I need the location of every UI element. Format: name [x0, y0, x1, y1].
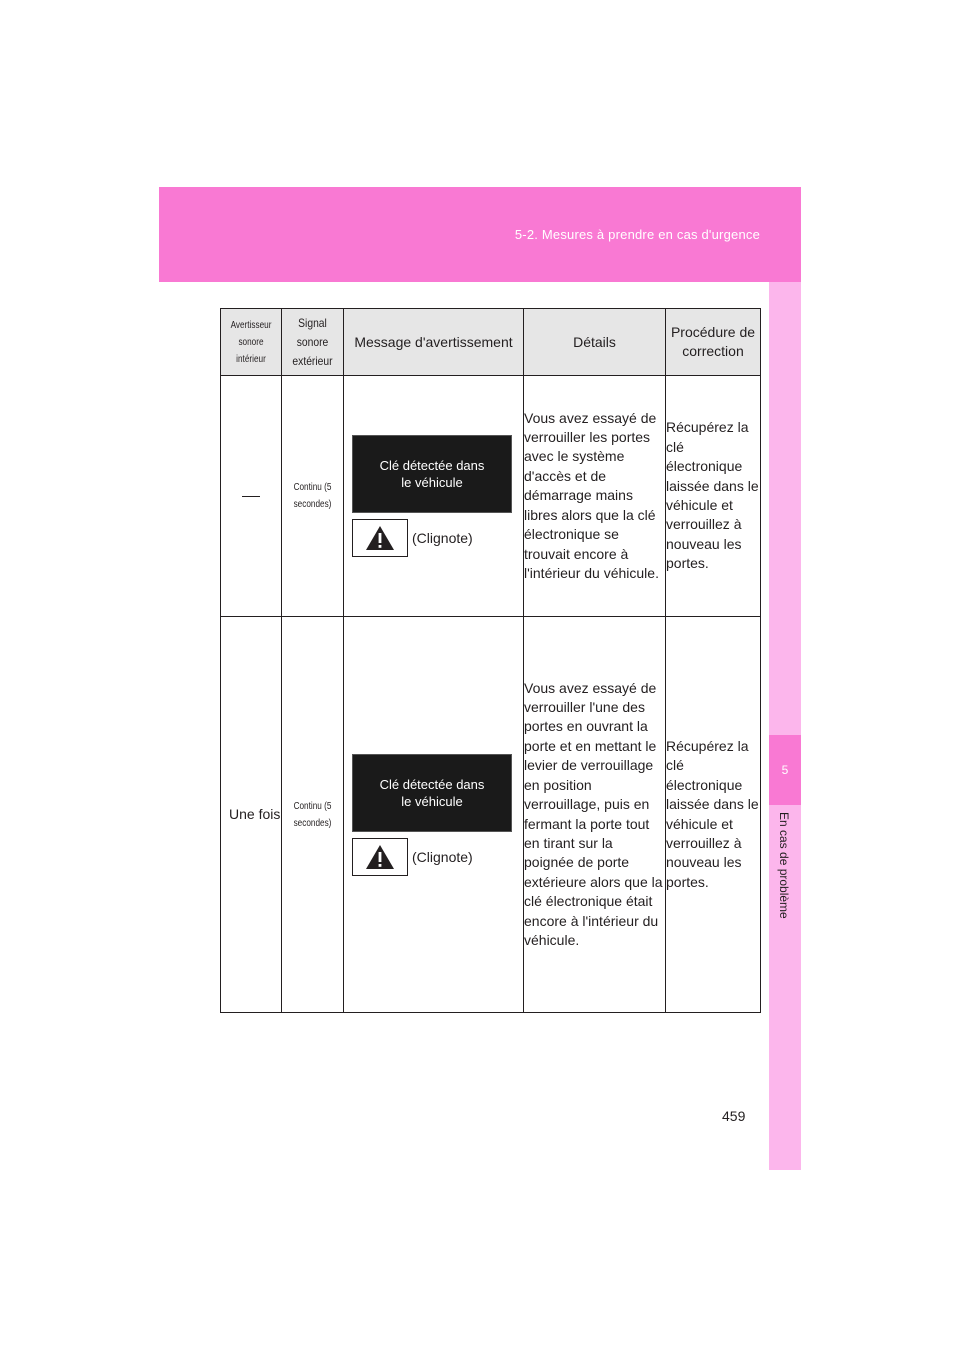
blink-indicator — [352, 519, 523, 557]
header-exterior-label: Signal sonore extérieur — [292, 315, 333, 368]
cell-message — [344, 376, 524, 617]
screen-line-1: Clé détectée dans — [379, 458, 485, 473]
header-message-label: Message d'avertissement — [354, 333, 513, 350]
display-screen — [352, 754, 512, 832]
table-row — [221, 376, 761, 617]
display-screen — [352, 435, 512, 513]
blink-label: (Clignote) — [412, 530, 473, 546]
cell-procedure: Récupérez la clé électronique laissée dans le véhicule et verrouillez à nouveau les portes. — [666, 617, 761, 1013]
cell-exterior — [282, 617, 344, 1013]
header-details — [524, 309, 666, 376]
header-interior-label: Avertisseur sonore intérieur — [230, 319, 272, 365]
header-exterior-buzzer — [282, 309, 344, 376]
chapter-side-strip — [769, 282, 801, 1170]
section-title: 5-2. Mesures à prendre en cas d'urgence — [514, 227, 760, 242]
cell-message — [344, 617, 524, 1013]
header-details-label: Détails — [573, 333, 616, 350]
warning-triangle-icon — [352, 838, 408, 876]
screen-line-2: le véhicule — [401, 475, 463, 490]
cell-details: Vous avez essayé de verrouiller les portes avec le système d'accès et de démarrage mains libres alors que la clé électronique se trouvait encore à l'intérieur du véhicule. — [524, 376, 666, 617]
header-interior-buzzer — [221, 309, 282, 376]
table-header-row — [221, 309, 761, 376]
warning-triangle-icon — [352, 519, 408, 557]
cell-details: Vous avez essayé de verrouiller l'une des portes en ouvrant la porte et en mettant le levier de verrouillage en position verrouillage, puis en fermant la porte tout en tirant sur la poignée de porte extérieure alors que la clé électronique était encore à l'intérieur du véhicule. — [524, 617, 666, 1013]
blink-indicator — [352, 838, 523, 876]
exterior-value: Continu (5 secondes) — [293, 482, 332, 510]
screen-line-2: le véhicule — [401, 793, 463, 809]
header-procedure-label: Procédure de correction — [670, 324, 756, 359]
page-number: 459 — [722, 1108, 746, 1124]
blink-label: (Clignote) — [412, 848, 473, 865]
table-row — [221, 617, 761, 1013]
cell-exterior — [282, 376, 344, 617]
exterior-value: Continu (5 secondes) — [293, 800, 332, 829]
cell-interior: Une fois — [221, 617, 282, 1013]
header-band — [159, 187, 801, 282]
chapter-name-label: En cas de problème — [777, 812, 791, 919]
screen-line-1: Clé détectée dans — [379, 776, 485, 792]
header-procedure — [666, 309, 761, 376]
chapter-tab[interactable]: 5 — [769, 735, 801, 805]
cell-interior — [221, 376, 282, 617]
dash-mark — [242, 496, 260, 497]
warning-table — [220, 308, 761, 1013]
cell-procedure: Récupérez la clé électronique laissée dans le véhicule et verrouillez à nouveau les portes. — [666, 376, 761, 617]
header-message — [344, 309, 524, 376]
